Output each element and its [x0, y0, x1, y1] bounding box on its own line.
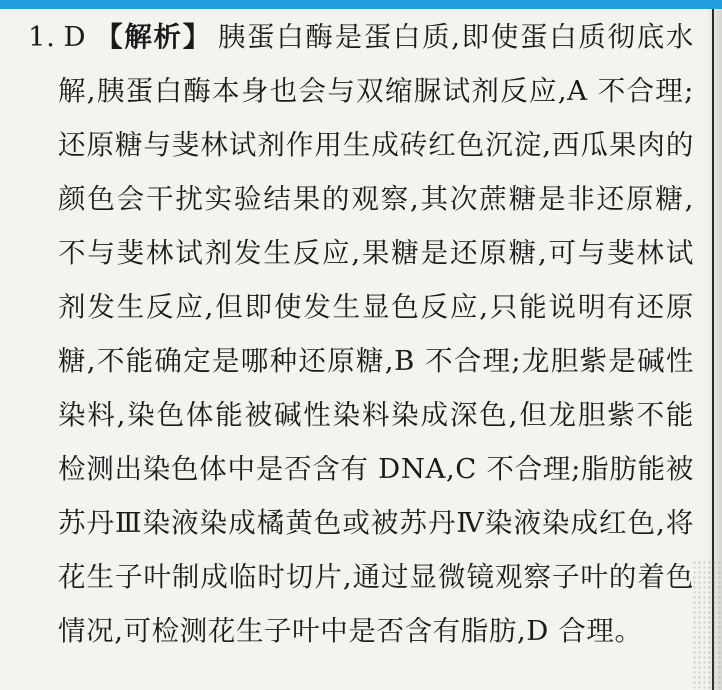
explanation-text: 胰蛋白酶是蛋白质,即使蛋白质彻底水 [217, 21, 694, 53]
explanation-line-10: 苏丹Ⅲ染液染成橘黄色或被苏丹Ⅳ染液染成红色,将 [58, 507, 694, 539]
explanation-line-2: 解,胰蛋白酶本身也会与双缩脲试剂反应,A 不合理; [58, 75, 694, 107]
corner-texture [692, 560, 722, 690]
explanation-line-3: 还原糖与斐林试剂作用生成砖红色沉淀,西瓜果肉的 [58, 129, 694, 161]
explanation-line-9: 检测出染色体中是否含有 DNA,C 不合理;脂肪能被 [58, 453, 694, 485]
explanation-line-12: 情况,可检测花生子叶中是否含有脂肪,D 合理。 [58, 615, 643, 647]
explanation-line-8: 染料,染色体能被碱性染料染成深色,但龙胆紫不能 [58, 399, 694, 431]
analysis-tag: 【解析】 [94, 21, 212, 53]
explanation-line-1 [28, 10, 694, 64]
answer-choice: D [63, 21, 87, 53]
explanation-line-6: 剂发生反应,但即使发生显色反应,只能说明有还原 [58, 291, 694, 323]
answer-explanation [28, 10, 694, 658]
question-number: 1. [28, 21, 56, 53]
explanation-line-11: 花生子叶制成临时切片,通过显微镜观察子叶的着色 [58, 561, 694, 593]
explanation-line-7: 糖,不能确定是哪种还原糖,B 不合理;龙胆紫是碱性 [58, 345, 694, 377]
explanation-line-4: 颜色会干扰实验结果的观察,其次蔗糖是非还原糖, [58, 183, 694, 215]
top-color-bar [0, 0, 722, 9]
explanation-line-5: 不与斐林试剂发生反应,果糖是还原糖,可与斐林试 [58, 237, 694, 269]
